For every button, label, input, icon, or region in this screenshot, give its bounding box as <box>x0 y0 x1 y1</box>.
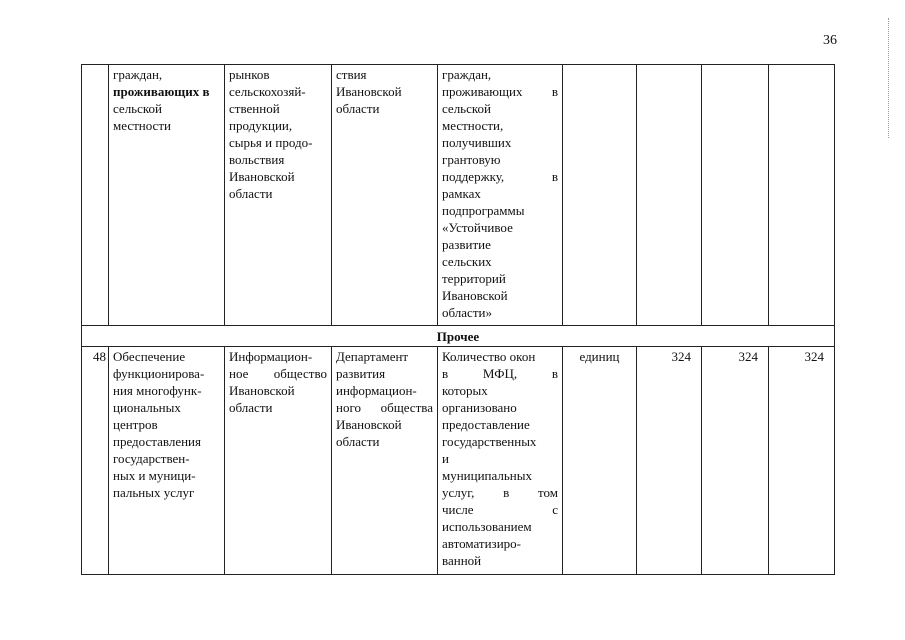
row-number-cell <box>82 65 109 326</box>
section-header-row <box>82 326 835 347</box>
indicator-cell: граждан, проживающих в сельской местности, получивших грантовую поддержку, в рамках подпрограммы «Устойчивое развитие сельских территорий Ивановской области» <box>438 65 563 326</box>
value-cell-2 <box>702 65 769 326</box>
unit-cell: единиц <box>563 347 637 575</box>
table-row-48 <box>82 347 835 575</box>
table-row-continued <box>82 65 835 326</box>
section-title: Прочее <box>82 326 835 347</box>
subprogram-cell: рынков сельскохозяй- ственной продукции, сырья и продо- вольствия Ивановской области <box>225 65 332 326</box>
row-number-cell: 48 <box>82 347 109 575</box>
executor-cell: ствия Ивановской области <box>332 65 438 326</box>
value-cell-3: 324 <box>769 347 835 575</box>
value-cell-1 <box>637 65 702 326</box>
page-number: 36 <box>823 33 837 48</box>
executor-cell: Департамент развития информацион- ного общества Ивановской области <box>332 347 438 575</box>
indicator-cell: Количество окон в МФЦ, в которых организовано предоставление государственных и муниципальных услуг, в том числе с использованием автоматизиро- ванной <box>438 347 563 575</box>
value-cell-2: 324 <box>702 347 769 575</box>
program-indicators-table <box>81 64 835 575</box>
value-cell-3 <box>769 65 835 326</box>
measure-name-bold-line: проживающих в <box>113 84 210 99</box>
unit-cell <box>563 65 637 326</box>
subprogram-cell: Информацион- ное общество Ивановской области <box>225 347 332 575</box>
value-cell-1: 324 <box>637 347 702 575</box>
measure-name-cell: Обеспечение функционирова- ния многофунк- циональных центров предоставления государствен- ных и муници- пальных услуг <box>109 347 225 575</box>
scan-edge-mark <box>888 18 889 138</box>
measure-name-cell: граждан, проживающих в сельской местности <box>109 65 225 326</box>
